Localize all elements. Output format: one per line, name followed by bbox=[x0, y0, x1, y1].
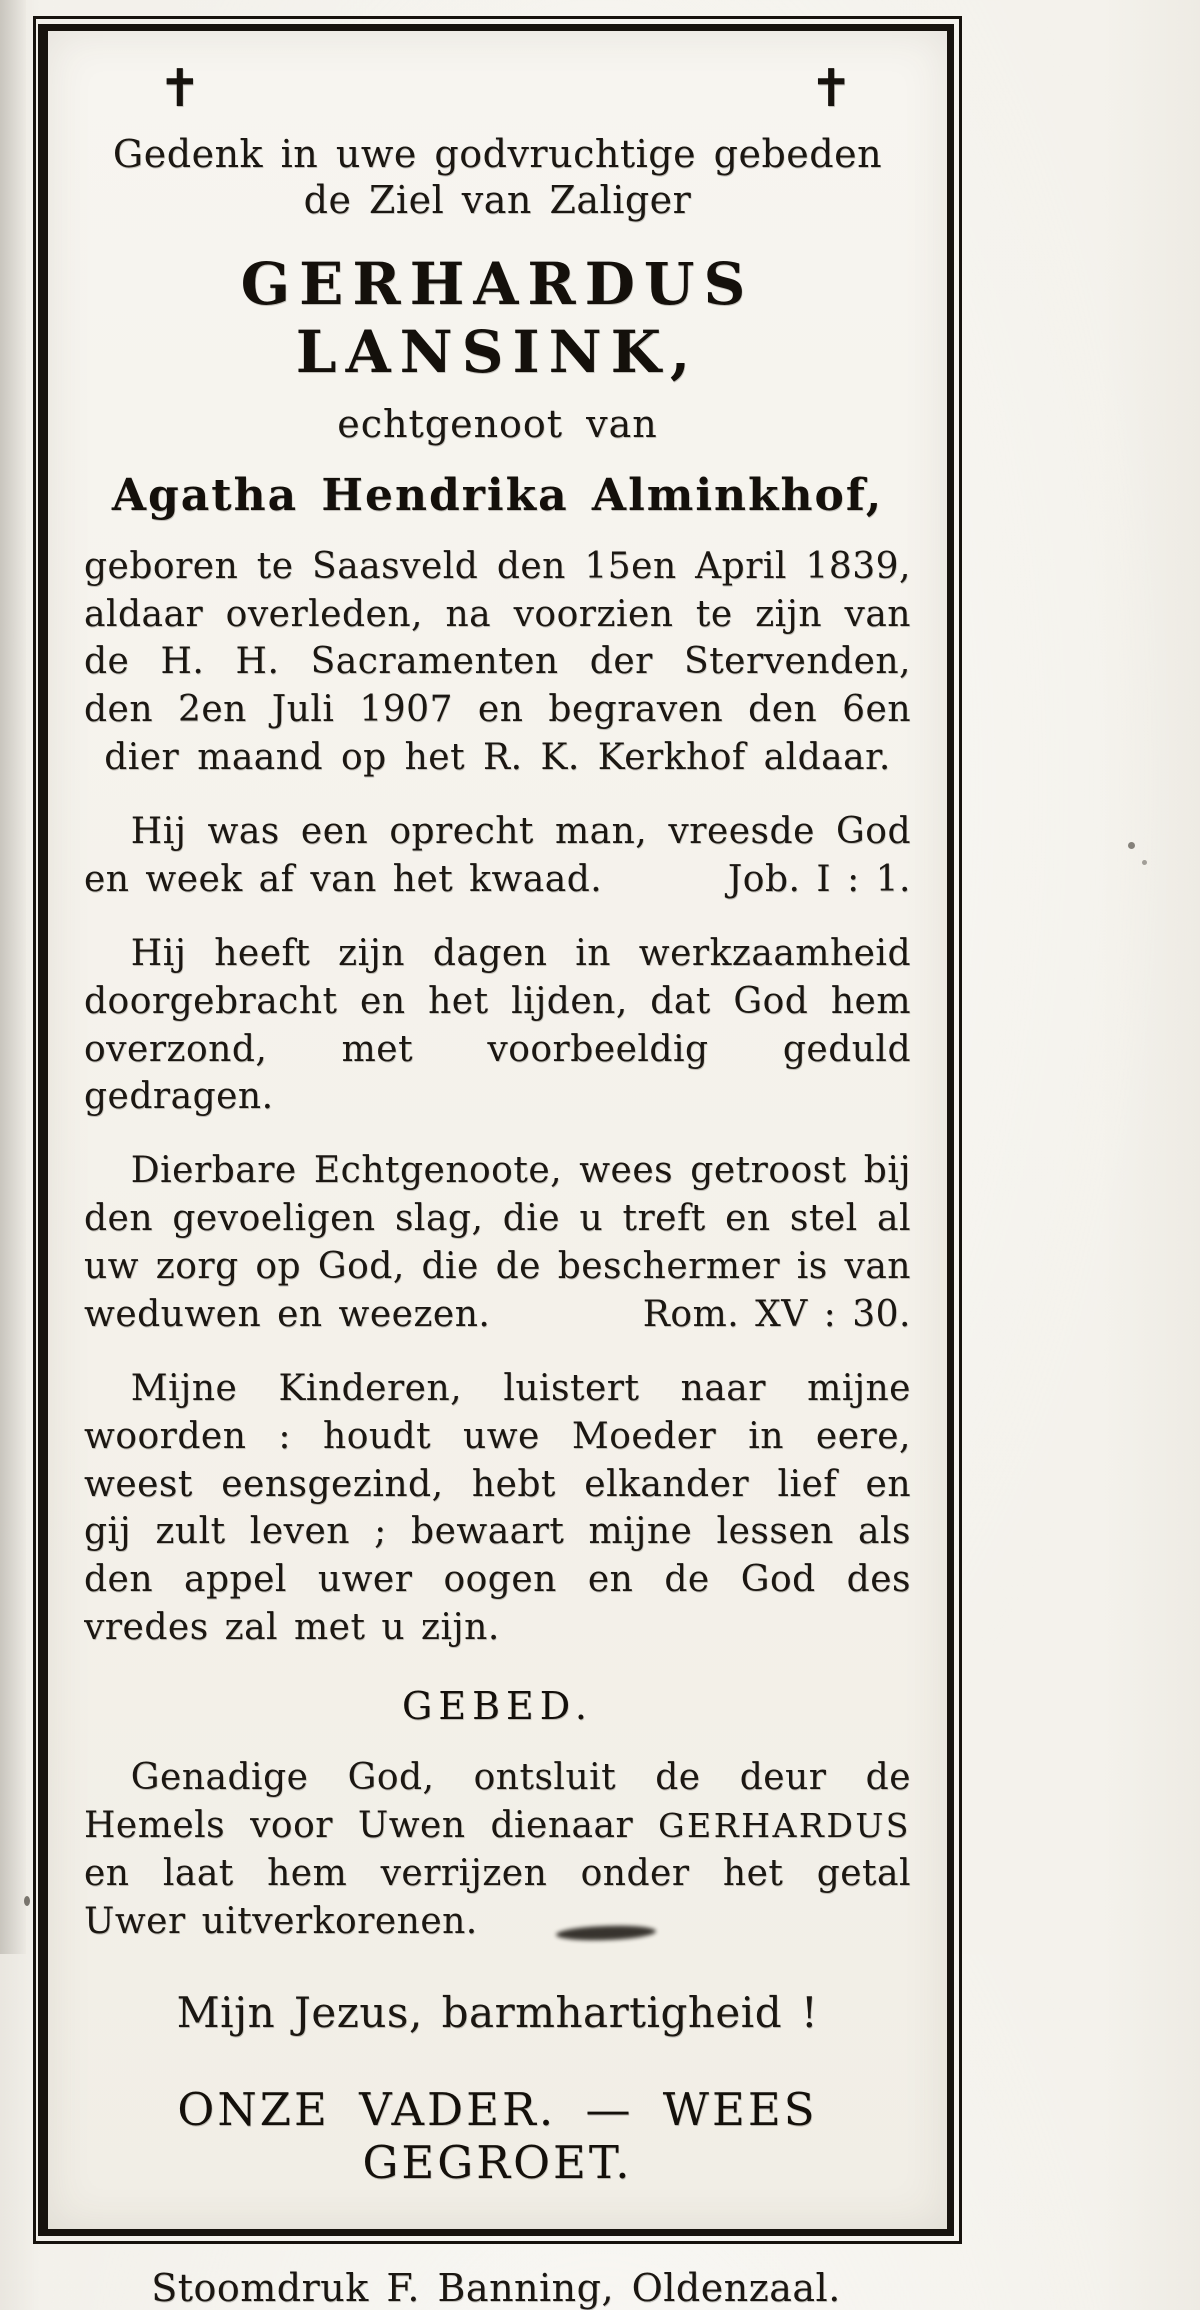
relation-line: echtgenoot van bbox=[337, 401, 658, 446]
body-paragraph-2 bbox=[84, 930, 911, 1122]
prayer-paragraph bbox=[84, 1754, 911, 1946]
paragraph-text: Mijne Kinderen, luistert naar mijne woorden : houdt uwe Moeder in eere, weest eensgezind, hebt elkander lief en gij zult leven ; bewaart mijne lessen als den appel uwer oogen en de God des vredes zal met u zijn. bbox=[84, 1367, 911, 1649]
body-paragraph-4 bbox=[84, 1365, 911, 1652]
prayer-heading: GEBED. bbox=[402, 1684, 593, 1729]
paragraph-text: Hij heeft zijn dagen in werkzaamheid doorgebracht en het lijden, dat God hem overzond, met voorbeeldig geduld gedragen. bbox=[84, 932, 911, 1118]
closing-prayers-line: ONZE VADER. — WEES GEGROET. bbox=[177, 2082, 818, 2189]
prayer-deceased-name: GERHARDUS bbox=[658, 1805, 911, 1845]
biography-paragraph: geboren te Saasveld den 15en April 1839, aldaar overleden, na voorzien te zijn van de H. H. Sacramenten der Stervenden, den 2en Juli 1907 en begraven den 6en dier maand op het R. K. Kerkhof aldaar. bbox=[84, 545, 911, 779]
scripture-paragraph-3 bbox=[84, 1147, 911, 1339]
scan-speck bbox=[24, 1896, 30, 1906]
prayer-text-after: en laat hem verrijzen onder het getal Uwer uitverkorenen. bbox=[84, 1852, 911, 1942]
spouse-name: Agatha Hendrika Alminkhof, bbox=[111, 469, 884, 521]
scripture-citation: Job. I : 1. bbox=[727, 858, 911, 900]
deceased-name: GERHARDUS LANSINK, bbox=[240, 249, 755, 386]
scan-speck bbox=[1142, 860, 1147, 865]
scan-edge-artifact bbox=[0, 0, 26, 1954]
intro-line-2: de Ziel van Zaliger bbox=[303, 178, 692, 223]
cross-icon: ✝ bbox=[809, 59, 853, 119]
memorial-card bbox=[38, 24, 954, 2236]
paragraph-text: Hij was een oprecht man, vreesde God en week af van het kwaad. bbox=[84, 811, 911, 900]
memorial-card-sheet bbox=[38, 24, 954, 2310]
cross-row bbox=[84, 57, 911, 119]
memorial-intro bbox=[84, 131, 911, 224]
invocation-line: Mijn Jezus, barmhartigheid ! bbox=[176, 1987, 819, 2037]
printer-imprint: Stoomdruk F. Banning, Oldenzaal. bbox=[151, 2265, 841, 2310]
intro-line-1: Gedenk in uwe godvruchtige gebeden bbox=[112, 132, 883, 176]
cross-icon: ✝ bbox=[158, 59, 202, 119]
scripture-citation: Rom. XV : 30. bbox=[642, 1293, 911, 1335]
scripture-paragraph-1 bbox=[84, 808, 911, 904]
scan-speck bbox=[1128, 842, 1135, 849]
prayer-text-before: Genadige God, ontsluit de deur de Hemels voor Uwen dienaar bbox=[84, 1757, 911, 1846]
paragraph-text: Dierbare Echtgenoote, wees getroost bij den gevoeligen slag, die u treft en stel al uw zorg op God, die de beschermer is van weduwen en weezen. bbox=[84, 1150, 911, 1335]
